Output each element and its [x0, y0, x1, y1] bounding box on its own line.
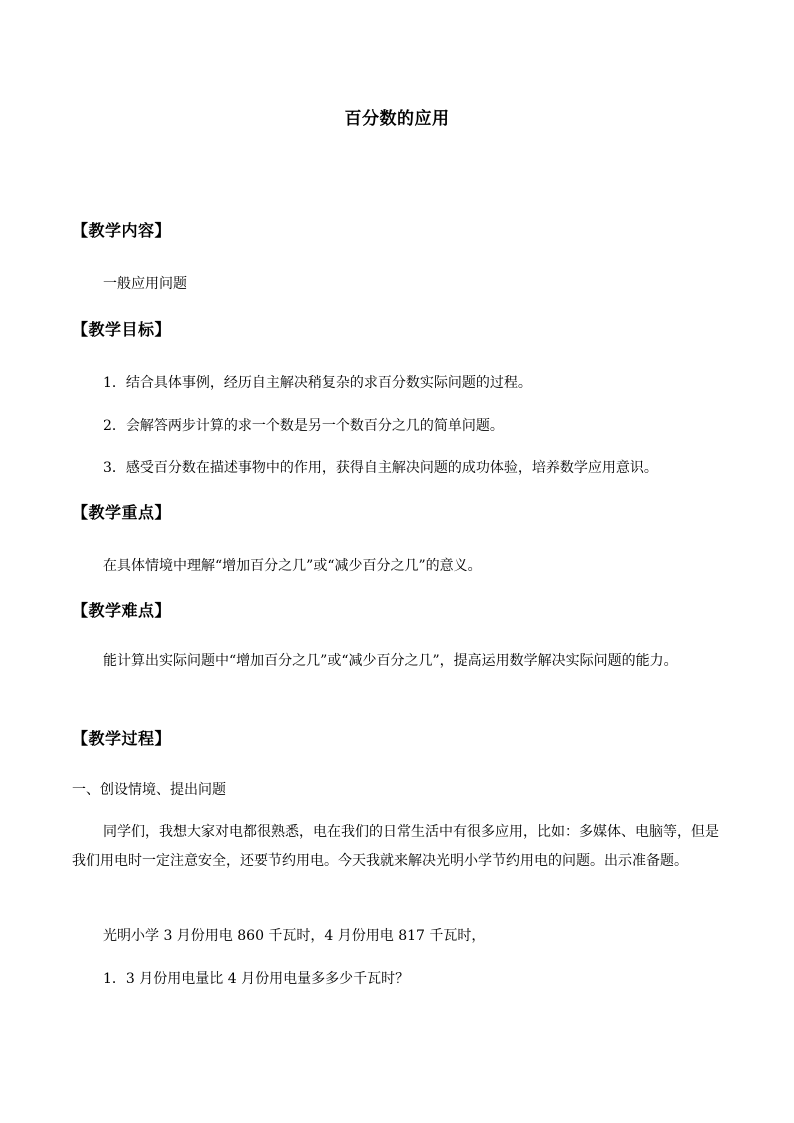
- heading-key-points: 【教学重点】: [72, 503, 172, 522]
- process-data-line: 光明小学 3 月份用电 860 千瓦时，4 月份用电 817 千瓦时，: [103, 928, 486, 944]
- goal-item-1: 1．结合具体事例，经历自主解决稍复杂的求百分数实际问题的过程。: [103, 375, 532, 391]
- teaching-content-text: 一般应用问题: [103, 276, 187, 292]
- process-question-1: 1．3 月份用电量比 4 月份用电量多多少千瓦时？: [103, 971, 410, 987]
- difficulties-text: 能计算出实际问题中“增加百分之几”或“减少百分之几”，提高运用数学解决实际问题的能力。: [103, 653, 678, 669]
- goal-item-3: 3．感受百分数在描述事物中的作用，获得自主解决问题的成功体验，培养数学应用意识。: [103, 460, 658, 476]
- document-title: 百分数的应用: [344, 109, 450, 129]
- heading-teaching-process: 【教学过程】: [72, 729, 172, 748]
- heading-teaching-goals: 【教学目标】: [72, 320, 172, 339]
- process-intro-text: 同学们，我想大家对电都很熟悉，电在我们的日常生活中有很多应用，比如：多媒体、电脑等，但是我们用电时一定注意安全，还要节约用电。今天我就来解决光明小学节约用电的问题。出示准备题。: [72, 824, 719, 869]
- heading-teaching-content: 【教学内容】: [72, 221, 172, 240]
- heading-difficulties: 【教学难点】: [72, 601, 172, 620]
- process-step1-title: 一、创设情境、提出问题: [72, 782, 226, 798]
- goal-item-2: 2．会解答两步计算的求一个数是另一个数百分之几的简单问题。: [103, 418, 504, 434]
- key-points-text: 在具体情境中理解“增加百分之几”或“减少百分之几”的意义。: [103, 558, 482, 574]
